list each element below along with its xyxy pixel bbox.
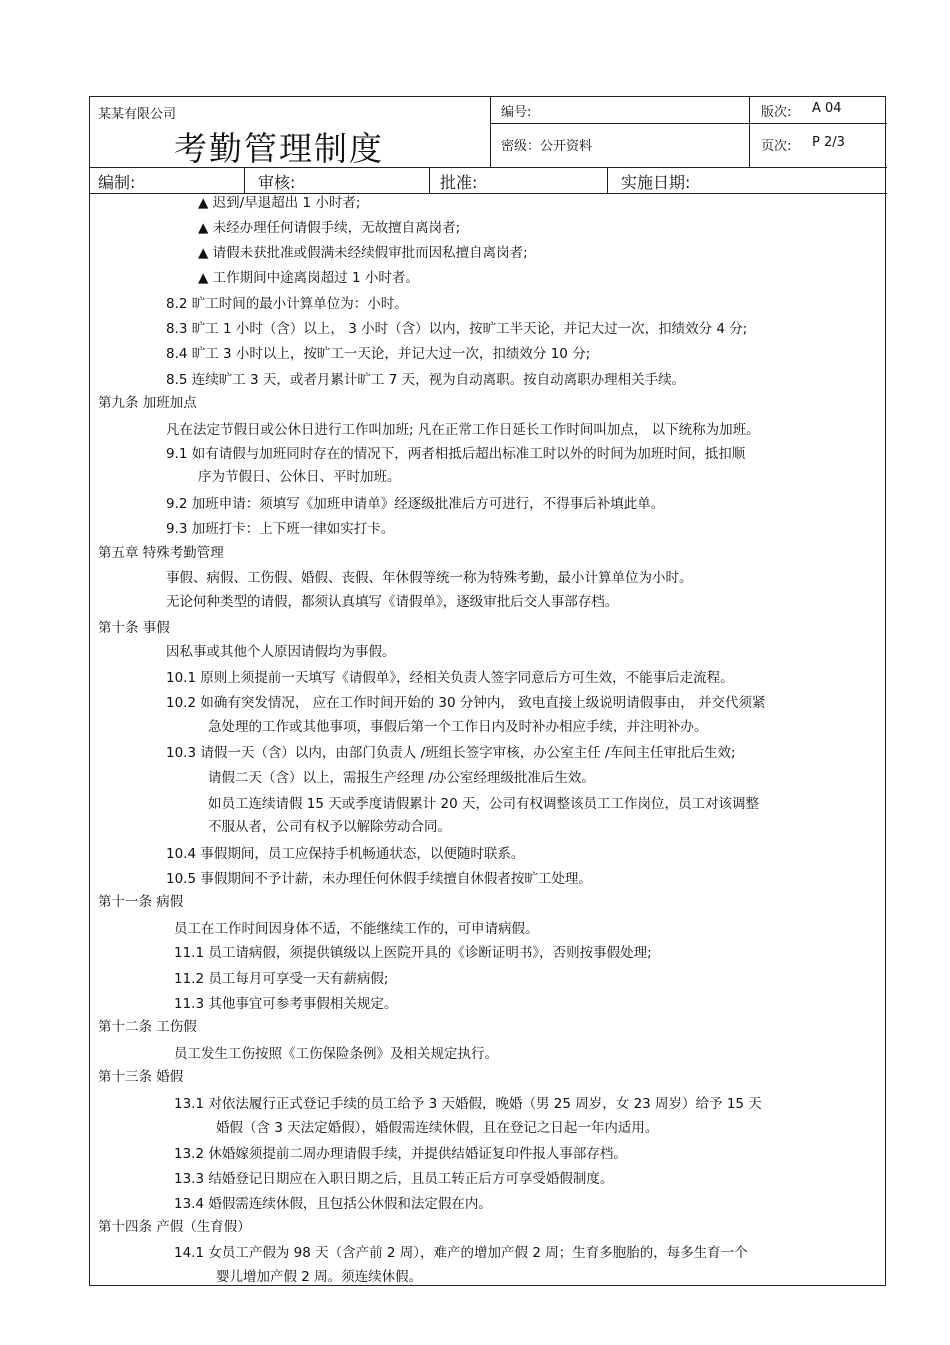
body-line: ▲ 请假未获批准或假满未经续假审批而因私擅自离岗者;	[198, 245, 528, 261]
body-line: 8.2 旷工时间的最小计算单位为：小时。	[166, 296, 408, 312]
version-value: A 04	[812, 101, 842, 116]
body-line: 因私事或其他个人原因请假均为事假。	[166, 644, 396, 660]
body-line: 13.2 休婚嫁须提前二周办理请假手续，并提供结婚证复印件报人事部存档。	[174, 1146, 627, 1162]
body-line: 员工在工作时间因身体不适，不能继续工作的，可申请病假。	[174, 921, 539, 937]
body-line: 8.5 连续旷工 3 天，或者月累计旷工 7 天，视为自动离职。按自动离职办理相关手续。	[166, 372, 686, 388]
body-line: 14.1 女员工产假为 98 天（含产前 2 周），难产的增加产假 2 周；生育多胞胎的，每多生育一个	[174, 1245, 748, 1261]
page-value: P 2/3	[812, 135, 845, 150]
body-line: 10.5 事假期间不予计薪，未办理任何休假手续擅自休假者按旷工处理。	[166, 871, 592, 887]
editor-label: 编制:	[98, 173, 136, 192]
body-line: 13.1 对依法履行正式登记手续的员工给予 3 天婚假，晚婚（男 25 周岁，女 23 周岁）给予 15 天	[174, 1096, 762, 1112]
body-line: 婴儿增加产假 2 周。须连续休假。	[216, 1269, 423, 1285]
body-line: 10.4 事假期间，员工应保持手机畅通状态，以便随时联系。	[166, 846, 525, 862]
body-line: 11.3 其他事宜可参考事假相关规定。	[174, 996, 398, 1012]
header-divider	[490, 97, 491, 167]
body-line: 9.3 加班打卡：上下班一律如实打卡。	[166, 521, 395, 537]
body-line: 员工发生工伤按照《工伤保险条例》及相关规定执行。	[174, 1046, 498, 1062]
signature-divider	[429, 167, 430, 193]
body-line: 11.1 员工请病假，须提供镇级以上医院开具的《诊断证明书》，否则按事假处理;	[174, 945, 652, 961]
section-heading: 第十二条 工伤假	[98, 1019, 197, 1035]
approver-label: 批准:	[440, 173, 478, 192]
header-divider	[749, 97, 750, 167]
body-line: 事假、病假、工伤假、婚假、丧假、年休假等统一称为特殊考勤，最小计算单位为小时。	[166, 570, 693, 586]
body-line: 8.4 旷工 3 小时以上，按旷工一天论，并记大过一次，扣绩效分 10 分;	[166, 346, 591, 362]
document-body	[90, 194, 887, 1284]
body-line: 请假二天（含）以上，需报生产经理 /办公室经理级批准后生效。	[208, 770, 595, 786]
body-line: 10.1 原则上须提前一天填写《请假单》，经相关负责人签字同意后方可生效，不能事后走流程。	[166, 670, 734, 686]
body-line: ▲ 工作期间中途离岗超过 1 小时者。	[198, 270, 419, 286]
body-line: 不服从者，公司有权予以解除劳动合同。	[208, 819, 451, 835]
effective-date-label: 实施日期:	[621, 173, 691, 192]
body-line: 无论何种类型的请假，都须认真填写《请假单》，逐级审批后交人事部存档。	[166, 594, 619, 610]
body-line: 婚假（含 3 天法定婚假），婚假需连续休假，且在登记之日起一年内适用。	[216, 1120, 659, 1136]
body-line: 10.3 请假一天（含）以内，由部门负责人 /班组长签字审核，办公室主任 /车间主任审批后生效;	[166, 745, 736, 761]
body-line: 13.3 结婚登记日期应在入职日期之后，且员工转正后方可享受婚假制度。	[174, 1171, 614, 1187]
body-line: 9.2 加班申请：须填写《加班申请单》经逐级批准后方可进行，不得事后补填此单。	[166, 496, 665, 512]
body-line: 10.2 如确有突发情况， 应在工作时间开始的 30 分钟内， 致电直接上级说明请假事由， 并交代须紧	[166, 695, 766, 711]
header-divider	[490, 123, 887, 124]
section-heading: 第十三条 婚假	[98, 1069, 184, 1085]
section-heading: 第五章 特殊考勤管理	[98, 545, 224, 561]
body-line: 8.3 旷工 1 小时（含）以上， 3 小时（含）以内，按旷工半天论，并记大过一次，扣绩效分 4 分;	[166, 321, 748, 337]
page-label: 页次:	[761, 139, 792, 154]
secrecy-level: 密级：公开资料	[501, 139, 593, 154]
section-heading: 第十条 事假	[98, 620, 170, 636]
body-line: 急处理的工作或其他事项，事假后第一个工作日内及时补办相应手续，并注明补办。	[208, 719, 708, 735]
body-line: 如员工连续请假 15 天或季度请假累计 20 天，公司有权调整该员工工作岗位，员工对该调整	[208, 796, 760, 812]
section-heading: 第十一条 病假	[98, 894, 184, 910]
version-label: 版次:	[761, 105, 792, 120]
body-line: 13.4 婚假需连续休假，且包括公休假和法定假在内。	[174, 1196, 492, 1212]
body-line: 11.2 员工每月可享受一天有薪病假;	[174, 971, 389, 987]
signature-divider	[607, 167, 608, 193]
signature-divider	[244, 167, 245, 193]
reviewer-label: 审核:	[258, 173, 296, 192]
document-title: 考勤管理制度	[174, 129, 384, 168]
number-label: 编号:	[501, 105, 532, 120]
body-line: 9.1 如有请假与加班同时存在的情况下，两者相抵后超出标准工时以外的时间为加班时间，抵扣顺	[166, 446, 746, 462]
body-line: 凡在法定节假日或公休日进行工作叫加班; 凡在正常工作日延长工作时间叫加点， 以下统称为加班。	[166, 422, 760, 438]
section-heading: 第九条 加班加点	[98, 395, 197, 411]
section-heading: 第十四条 产假（生育假）	[98, 1219, 251, 1235]
body-line: ▲ 未经办理任何请假手续，无故擅自离岗者;	[198, 220, 461, 236]
company-name: 某某有限公司	[98, 107, 177, 122]
document-frame	[89, 96, 886, 1286]
body-line: ▲ 迟到/早退超出 1 小时者;	[198, 195, 361, 211]
body-line: 序为节假日、公休日、平时加班。	[198, 469, 401, 485]
